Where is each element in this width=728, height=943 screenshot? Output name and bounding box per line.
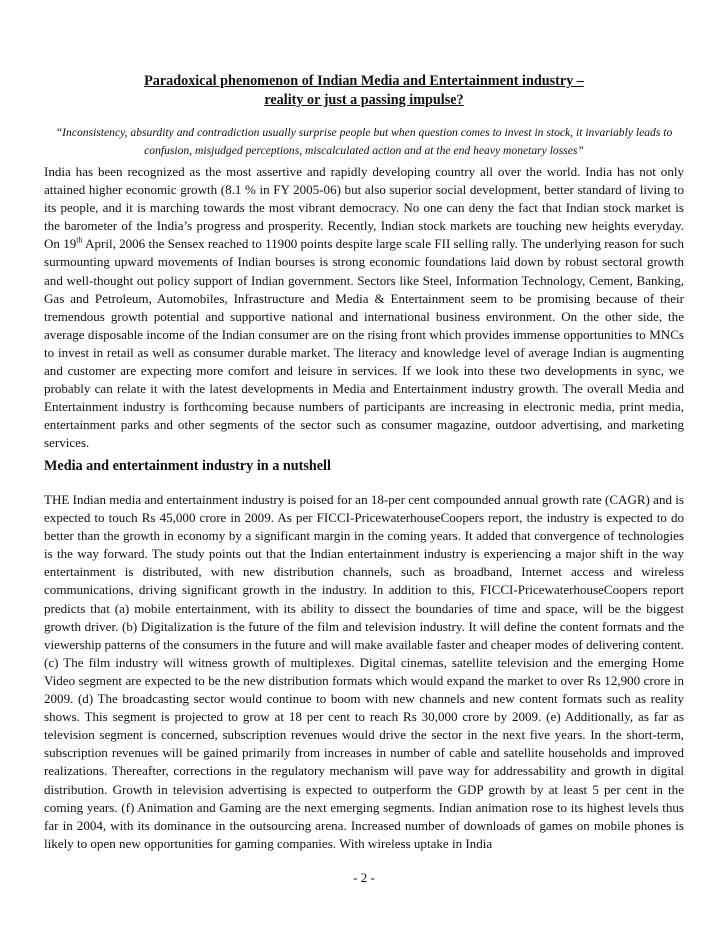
page-number: - 2 - <box>353 870 375 885</box>
intro-text-part-1: India has been recognized as the most assertive and rapidly developing country all over the world. India has not only attained higher economic growth (8.1 % in FY 2005-06) but also superior social development, better standard of living to its people, and it is marching towards the most vibrant democracy. No one can deny the fact that Indian stock market is the barometer of the India’s progress and prosperity. Recently, Indian stock markets are touching new heights everyday. On 19 <box>44 164 684 252</box>
title-line-2: reality or just a passing impulse? <box>264 92 464 108</box>
section-heading: Media and entertainment industry in a nutshell <box>44 458 331 474</box>
title-line-1: Paradoxical phenomenon of Indian Media and Entertainment industry – <box>144 73 584 89</box>
document-title <box>44 72 684 110</box>
section-paragraph: THE Indian media and entertainment industry is poised for an 18-per cent compounded annual growth rate (CAGR) and is expected to touch Rs 45,000 crore in 2009. As per FICCI-PricewaterhouseCoopers report, the industry is expected to do better than the growth in economy by a significant margin in the coming years. It added that convergence of technologies is the way forward. The study points out that the Indian entertainment industry is experiencing a major shift in the way entertainment is distributed, with new distribution channels, such as broadband, Internet access and wireless communications, driving significant growth in the industry. In addition to this, FICCI-PricewaterhouseCoopers report predicts that (a) mobile entertainment, with its ability to dissect the boundaries of time and space, will be the biggest growth driver. (b) Digitalization is the future of the film and television industry. It will define the content formats and the viewership patterns of the consumers in the future and will make available faster and cheaper modes of delivering content. (c) The film industry will witness growth of multiplexes. Digital cinemas, satellite television and the emerging Home Video segment are expected to be the new distribution formats which would expand the market to over Rs 12,900 crore in 2009. (d) The broadcasting sector would continue to boom with new channels and new content formats such as reality shows. This segment is projected to grow at 18 per cent to reach Rs 30,000 crore by 2009. (e) Additionally, as far as television segment is concerned, subscription revenues would drive the sector in the next five years. In the short-term, subscription revenues will be gained primarily from increases in number of cable and satellite households and improved realizations. Thereafter, corrections in the regulatory mechanism will pave way for addressability and growth in digital distribution. Growth in television advertising is expected to outperform the GDP growth by at least 5 per cent in the coming years. (f) Animation and Gaming are the next emerging segments. Indian animation rose to its highest levels thus far in 2004, with its dominance in the outsourcing arena. Increased number of downloads of games on mobile phones is likely to open new opportunities for gaming companies. With wireless uptake in India <box>44 492 684 851</box>
ordinal-superscript: th <box>76 236 83 246</box>
intro-text-part-2: April, 2006 the Sensex reached to 11900 points despite large scale FII selling rally. The underlying reason for such surmounting upward movements of Indian bourses is strong economic foundations laid down by robust sectoral growth and well-thought out policy support of Indian government. Sectors like Steel, Information Technology, Cement, Banking, Gas and Petroleum, Automobiles, Infrastructure and Media & Entertainment seem to be promising because of their tremendous growth potential and supportive national and international business environment. On the other side, the average disposable income of the Indian consumer are on the rising front which provides immense opportunities to MNCs to invest in retail as well as consumer durable market. The literacy and knowledge level of average Indian is augmenting and customer are expecting more comfort and leisure in services. If we look into these two developments in sync, we probably can relate it with the latest developments in Media and Entertainment industry growth. The overall Media and Entertainment industry is forthcoming because numbers of participants are increasing in electronic media, print media, entertainment parks and other segments of the sector such as consumer magazine, outdoor advertising, and marketing services. <box>44 236 684 451</box>
epigraph-quote: “Inconsistency, absurdity and contradiction usually surprise people but when question comes to invest in stock, it invariably leads to confusion, misjudged perceptions, miscalculated action and at the end heavy monetary losses” <box>55 126 673 157</box>
intro-paragraph <box>44 163 684 453</box>
